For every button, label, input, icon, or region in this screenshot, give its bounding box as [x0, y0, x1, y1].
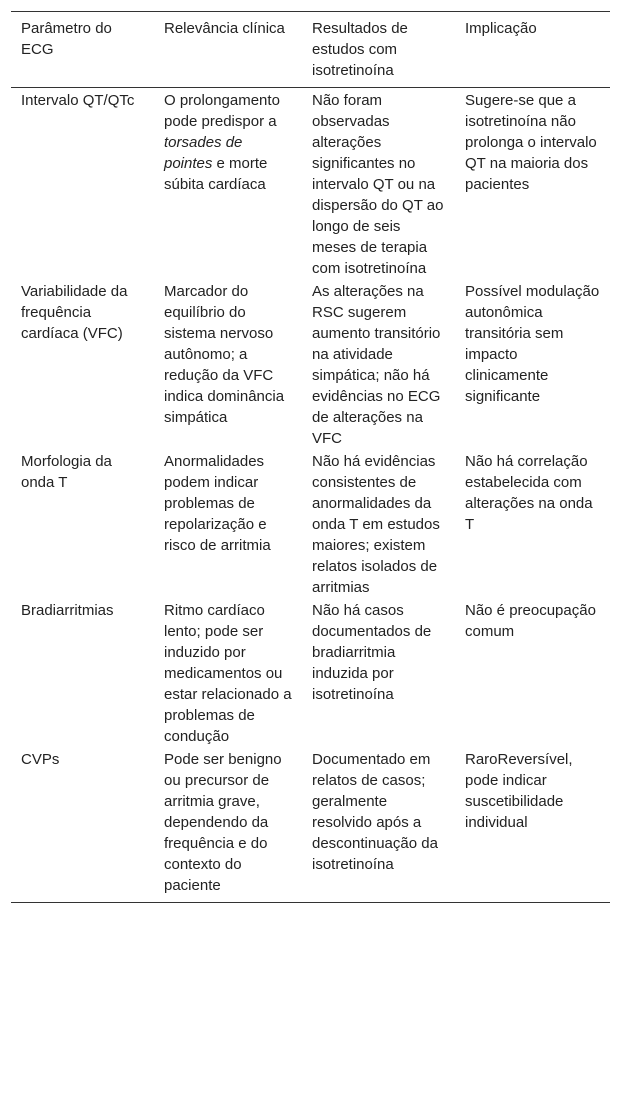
- table-row: [11, 449, 610, 598]
- cell-parameter: Intervalo QT/QTc: [21, 92, 135, 109]
- relevance-italic-text: torsades de pointes: [164, 134, 243, 172]
- relevance-text: O prolongamento pode predispor a: [164, 92, 280, 130]
- cell-relevance: Anormalidades podem indicar problemas de repolarização e risco de arritmia: [164, 453, 271, 554]
- relevance-text-end: e morte súbita cardíaca: [164, 155, 268, 193]
- cell-parameter: Morfologia da onda T: [21, 453, 112, 491]
- cell-relevance: Pode ser benigno ou precursor de arritmia grave, dependendo da frequência e do contexto do paciente: [154, 747, 302, 903]
- cell-results: Documentado em relatos de casos; geralmente resolvido após a descontinuação da isotretinoína: [302, 747, 455, 903]
- cell-results: Não há casos documentados de bradiarritmia induzida por isotretinoína: [312, 602, 432, 703]
- cell-relevance: Marcador do equilíbrio do sistema nervoso autônomo; a redução da VFC indica dominância simpática: [164, 283, 285, 426]
- cell-results: Não há evidências consistentes de anormalidades da onda T em estudos maiores; existem relatos isolados de arritmias: [312, 453, 440, 596]
- cell-relevance: Ritmo cardíaco lento; pode ser induzido por medicamentos ou estar relacionado a problemas de condução: [164, 602, 292, 745]
- cell-implication: Não há correlação estabelecida com alterações na onda T: [465, 453, 593, 533]
- table-row: [11, 747, 610, 903]
- cell-results: Não foram observadas alterações significantes no intervalo QT ou na dispersão do QT ao longo de seis meses de terapia com isotretinoína: [312, 92, 444, 277]
- header-row: [11, 12, 610, 88]
- cell-relevance: [154, 88, 302, 280]
- table-row: [11, 279, 610, 449]
- header-implication: Implicação: [455, 12, 610, 88]
- table-row: [11, 88, 610, 280]
- header-results: Resultados de estudos com isotretinoína: [302, 12, 455, 88]
- cell-parameter: Bradiarritmias: [21, 602, 114, 619]
- cell-results: As alterações na RSC sugerem aumento transitório na atividade simpática; não há evidências no ECG de alterações na VFC: [312, 283, 441, 447]
- table-header: [11, 12, 610, 88]
- header-relevance: Relevância clínica: [154, 12, 302, 88]
- cell-implication: RaroReversível, pode indicar suscetibilidade individual: [455, 747, 610, 903]
- table-body: [11, 88, 610, 903]
- table-row: [11, 598, 610, 747]
- ecg-table-container: [11, 11, 610, 903]
- header-parameter: Parâmetro do ECG: [11, 12, 154, 88]
- ecg-parameters-table: [11, 11, 610, 903]
- cell-implication: Sugere-se que a isotretinoína não prolonga o intervalo QT na maioria dos pacientes: [465, 92, 597, 193]
- cell-implication: Possível modulação autonômica transitória sem impacto clinicamente significante: [465, 283, 600, 405]
- cell-implication: Não é preocupação comum: [465, 602, 596, 640]
- cell-parameter: Variabilidade da frequência cardíaca (VFC): [21, 283, 128, 342]
- cell-parameter: CVPs: [11, 747, 154, 903]
